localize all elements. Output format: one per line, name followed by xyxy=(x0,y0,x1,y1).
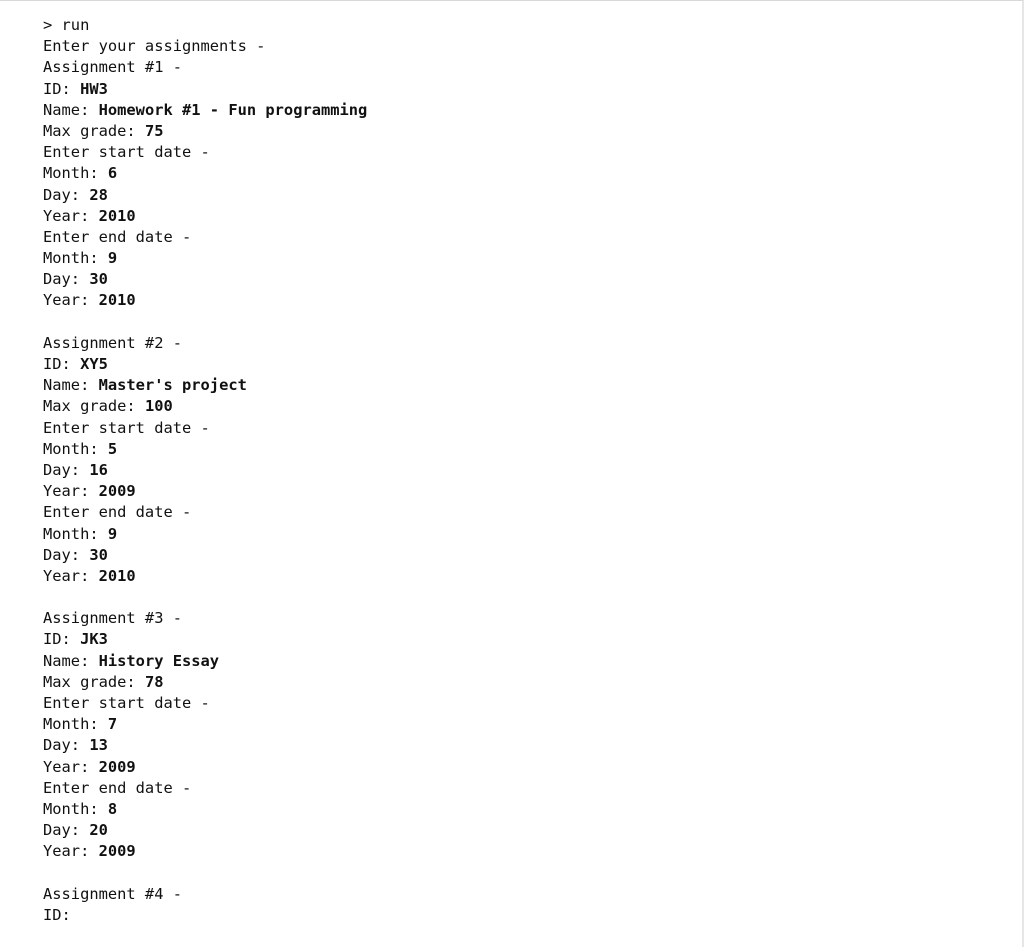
name-value: Master's project xyxy=(98,376,247,395)
month-label: Month: xyxy=(43,799,108,818)
end-day-line xyxy=(43,820,367,841)
assignment-header: Assignment #1 - xyxy=(43,58,182,77)
end-month-line xyxy=(43,799,367,820)
start-year-value: 2010 xyxy=(98,206,136,225)
day-label: Day: xyxy=(43,736,90,755)
start-day-value: 16 xyxy=(89,460,108,479)
end-month-line xyxy=(43,248,367,269)
end-date-prompt: Enter end date - xyxy=(43,503,192,522)
start-month-value: 5 xyxy=(107,439,118,458)
start-month-value: 6 xyxy=(107,164,118,183)
name-label: Name: xyxy=(43,651,99,670)
month-label: Month: xyxy=(43,439,108,458)
console-output xyxy=(43,15,367,926)
max-grade-label: Max grade: xyxy=(43,672,145,691)
id-label: ID: xyxy=(43,630,81,649)
max-grade-line xyxy=(43,121,367,142)
year-label: Year: xyxy=(43,566,99,585)
max-grade-value: 100 xyxy=(144,397,173,416)
name-value: History Essay xyxy=(98,651,220,670)
blank-line xyxy=(43,863,367,884)
start-month-line xyxy=(43,439,367,460)
start-day-line xyxy=(43,735,367,756)
max-grade-line xyxy=(43,396,367,417)
id-value: JK3 xyxy=(80,630,108,649)
start-day-line xyxy=(43,460,367,481)
id-label: ID: xyxy=(43,79,81,98)
id-label: ID: xyxy=(43,355,81,373)
name-line xyxy=(43,651,367,672)
end-day-line xyxy=(43,545,367,566)
start-year-value: 2009 xyxy=(98,757,136,776)
end-day-value: 30 xyxy=(89,270,108,289)
id-line xyxy=(43,79,367,100)
end-month-line xyxy=(43,524,367,545)
day-label: Day: xyxy=(43,821,90,840)
start-year-line xyxy=(43,481,367,502)
blank-line xyxy=(43,312,367,333)
id-line xyxy=(43,629,367,650)
day-label: Day: xyxy=(43,460,90,479)
year-label: Year: xyxy=(43,291,99,310)
month-label: Month: xyxy=(43,249,108,268)
end-year-value: 2010 xyxy=(98,291,136,310)
year-label: Year: xyxy=(43,206,99,225)
assignment-header: Assignment #4 - xyxy=(43,884,182,903)
day-label: Day: xyxy=(43,545,90,564)
name-line xyxy=(43,100,367,121)
start-date-prompt: Enter start date - xyxy=(43,418,210,437)
assignment-block xyxy=(43,57,367,311)
start-year-value: 2009 xyxy=(98,482,136,501)
day-label: Day: xyxy=(43,185,90,204)
end-date-prompt: Enter end date - xyxy=(43,227,192,246)
end-day-value: 30 xyxy=(89,545,108,564)
max-grade-label: Max grade: xyxy=(43,397,145,416)
max-grade-label: Max grade: xyxy=(43,121,145,140)
max-grade-value: 75 xyxy=(144,121,164,140)
intro-prompt: Enter your assignments - xyxy=(43,37,266,56)
assignment-block xyxy=(43,333,367,587)
end-month-value: 9 xyxy=(107,524,118,543)
start-day-line xyxy=(43,185,367,206)
start-month-value: 7 xyxy=(107,715,118,734)
year-label: Year: xyxy=(43,757,99,776)
end-year-line xyxy=(43,566,367,587)
end-day-line xyxy=(43,269,367,290)
end-year-line xyxy=(43,290,367,311)
id-line xyxy=(43,354,367,375)
start-date-prompt: Enter start date - xyxy=(43,694,210,712)
max-grade-value: 78 xyxy=(144,672,164,691)
assignment-header: Assignment #2 - xyxy=(43,333,182,352)
start-day-value: 13 xyxy=(89,736,108,755)
end-date-prompt: Enter end date - xyxy=(43,778,192,797)
name-label: Name: xyxy=(43,100,99,119)
start-year-line xyxy=(43,206,367,227)
assignment-header: Assignment #3 - xyxy=(43,609,182,628)
month-label: Month: xyxy=(43,715,108,734)
pending-assignment-block xyxy=(43,884,367,926)
end-day-value: 20 xyxy=(89,821,108,840)
max-grade-line xyxy=(43,672,367,693)
assignment-block xyxy=(43,608,367,862)
end-year-value: 2009 xyxy=(98,842,136,861)
end-year-value: 2010 xyxy=(98,566,136,585)
day-label: Day: xyxy=(43,270,90,289)
year-label: Year: xyxy=(43,482,99,501)
name-value: Homework #1 - Fun programming xyxy=(98,100,368,119)
start-date-prompt: Enter start date - xyxy=(43,143,210,162)
month-label: Month: xyxy=(43,164,108,183)
year-label: Year: xyxy=(43,842,99,861)
blank-line xyxy=(43,587,367,608)
command-line: > run xyxy=(43,16,90,34)
id-value: XY5 xyxy=(80,355,108,373)
name-label: Name: xyxy=(43,376,99,395)
start-day-value: 28 xyxy=(89,185,108,204)
start-year-line xyxy=(43,757,367,778)
month-label: Month: xyxy=(43,524,108,543)
start-month-line xyxy=(43,163,367,184)
end-month-value: 9 xyxy=(107,249,118,268)
end-year-line xyxy=(43,841,367,862)
start-month-line xyxy=(43,714,367,735)
end-month-value: 8 xyxy=(107,799,118,818)
id-input-prompt[interactable]: ID: xyxy=(43,905,71,924)
id-value: HW3 xyxy=(80,79,108,98)
name-line xyxy=(43,375,367,396)
